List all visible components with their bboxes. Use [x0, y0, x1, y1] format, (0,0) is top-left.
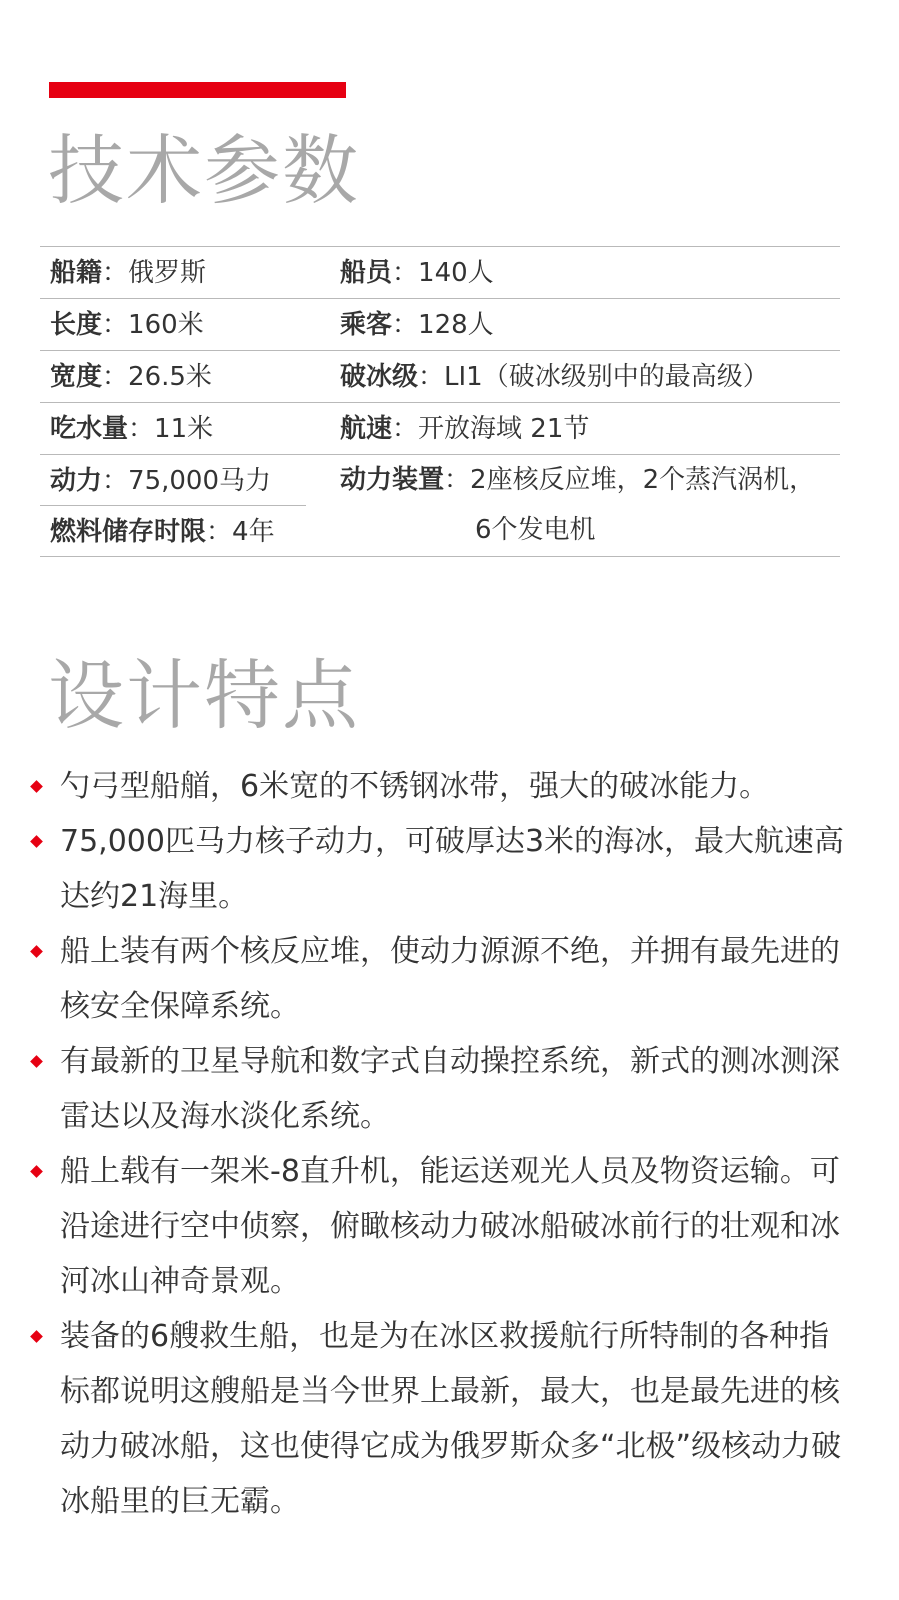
diamond-bullet-icon — [30, 945, 43, 958]
feature-item: 船上装有两个核反应堆，使动力源源不绝，并拥有最先进的核安全保障系统。 — [30, 924, 850, 1034]
spec-row-power — [40, 454, 840, 557]
diamond-bullet-icon — [30, 1055, 43, 1068]
spec-left-split — [40, 455, 306, 556]
section-title-tech-specs: 技术参数 — [48, 126, 360, 215]
spec-power-plant-line2: 6个发电机 — [475, 515, 596, 545]
spec-flag: 船籍：俄罗斯 — [50, 258, 207, 288]
spec-draft: 吃水量：11米 — [50, 414, 214, 444]
spec-row — [40, 298, 840, 350]
spec-row — [40, 350, 840, 402]
spec-row — [40, 246, 840, 298]
diamond-bullet-icon — [30, 1165, 43, 1178]
spec-row — [40, 402, 840, 454]
spec-speed: 航速：开放海域 21节 — [340, 414, 590, 444]
feature-item: 船上载有一架米-8直升机，能运送观光人员及物资运输。可沿途进行空中侦察，俯瞰核动力破冰船破冰前行的壮观和冰河冰山神奇景观。 — [30, 1144, 850, 1309]
spec-fuel-cell — [40, 506, 306, 556]
spec-fuel: 燃料储存时限：4年 — [50, 517, 275, 547]
spec-power: 动力：75,000马力 — [50, 466, 272, 496]
diamond-bullet-icon — [30, 1330, 43, 1343]
spec-width: 宽度：26.5米 — [50, 362, 212, 392]
spec-passengers: 乘客：128人 — [340, 310, 494, 340]
feature-list — [30, 759, 850, 1529]
feature-item: 有最新的卫星导航和数字式自动操控系统，新式的测冰测深雷达以及海水淡化系统。 — [30, 1034, 850, 1144]
spec-table — [40, 246, 840, 557]
spec-power-plant: 动力装置：2座核反应堆，2个蒸汽涡机， 6个发电机 — [340, 455, 815, 555]
feature-item: 装备的6艘救生船，也是为在冰区救援航行所特制的各种指标都说明这艘船是当今世界上最新，最大，也是最先进的核动力破冰船，这也使得它成为俄罗斯众多“北极”级核动力破冰船里的巨无霸。 — [30, 1309, 850, 1529]
spec-power-cell — [40, 455, 306, 506]
feature-item: 勺弓型船艏，6米宽的不锈钢冰带，强大的破冰能力。 — [30, 759, 850, 814]
feature-item: 75,000匹马力核子动力，可破厚达3米的海冰，最大航速高达约21海里。 — [30, 814, 850, 924]
diamond-bullet-icon — [30, 835, 43, 848]
section-title-design-features: 设计特点 — [48, 651, 360, 740]
diamond-bullet-icon — [30, 780, 43, 793]
spec-crew: 船员：140人 — [340, 258, 494, 288]
accent-bar — [49, 82, 346, 98]
spec-length: 长度：160米 — [50, 310, 204, 340]
spec-ice-class: 破冰级：LI1（破冰级别中的最高级） — [340, 362, 769, 392]
